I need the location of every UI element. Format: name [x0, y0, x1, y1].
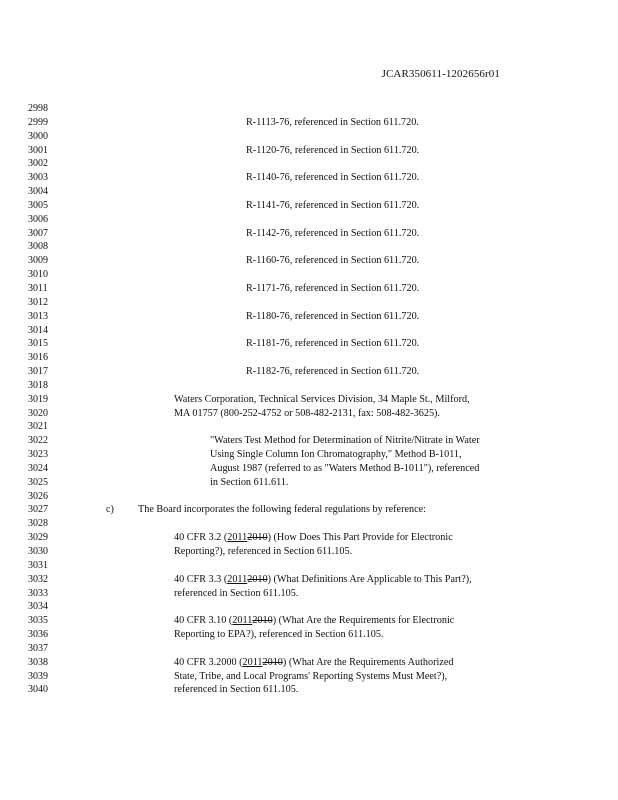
inserted-text: 2011	[232, 615, 253, 627]
cfr-text: 40 CFR 3.2000 (	[174, 656, 243, 668]
line	[0, 365, 618, 379]
cfr-text: ) (How Does This Part Provide for Electronic	[267, 532, 453, 544]
line	[0, 683, 618, 697]
reference-entry: R-1180-76, referenced in Section 611.720.	[246, 310, 420, 322]
line-number: 3015	[28, 338, 48, 350]
line	[0, 448, 618, 462]
line	[0, 240, 618, 254]
cfr-text: ) (What Are the Requirements for Electronic	[272, 615, 455, 627]
line-number: 3007	[28, 227, 48, 239]
line	[0, 337, 618, 351]
line	[0, 573, 618, 587]
cfr-text: ) (What Definitions Are Applicable to This Part?),	[267, 573, 472, 585]
line-number: 3010	[28, 269, 48, 281]
line	[0, 351, 618, 365]
line-number: 3011	[28, 282, 48, 294]
line	[0, 490, 618, 504]
line-number: 3040	[28, 684, 48, 696]
line-number: 3020	[28, 407, 48, 419]
line	[0, 268, 618, 282]
cfr-entry-line	[174, 573, 472, 587]
document-id-header: JCAR350611-1202656r01	[381, 68, 500, 80]
line	[0, 531, 618, 545]
line	[0, 434, 618, 448]
cfr-entry-line	[174, 531, 453, 545]
line-number: 3005	[28, 199, 48, 211]
line-number: 3013	[28, 310, 48, 322]
line-number: 3023	[28, 449, 48, 461]
line	[0, 420, 618, 434]
inserted-text: 2011	[242, 656, 263, 668]
subsection-intro: The Board incorporates the following federal regulations by reference:	[138, 504, 426, 516]
line-number: 2998	[28, 103, 48, 114]
reference-entry: R-1120-76, referenced in Section 611.720.	[246, 144, 420, 156]
reference-entry: R-1171-76, referenced in Section 611.720.	[246, 282, 420, 294]
line	[0, 144, 618, 158]
waters-method-line: August 1987 (referred to as "Waters Method B-1011"), referenced	[210, 462, 480, 474]
line-number: 3014	[28, 324, 48, 336]
line-number: 3035	[28, 615, 48, 627]
cfr-text: 40 CFR 3.10 (	[174, 615, 233, 627]
line	[0, 476, 618, 490]
reference-entry: R-1142-76, referenced in Section 611.720.	[246, 227, 420, 239]
line-number: 3031	[28, 559, 48, 571]
cfr-entry-line	[174, 656, 453, 670]
line-number: 3039	[28, 670, 48, 682]
line	[0, 614, 618, 628]
deleted-text: 2010	[262, 656, 283, 668]
subsection-label: c)	[106, 504, 114, 516]
deleted-text: 2010	[247, 573, 268, 585]
deleted-text: 2010	[252, 615, 273, 627]
line	[0, 407, 618, 421]
line-number: 3030	[28, 546, 48, 557]
waters-method-line: in Section 611.611.	[210, 476, 289, 488]
line	[0, 116, 618, 130]
line	[0, 130, 618, 144]
line	[0, 310, 618, 324]
line	[0, 642, 618, 656]
line	[0, 379, 618, 393]
line-number: 3017	[28, 366, 48, 378]
line-number: 3026	[28, 490, 48, 502]
line	[0, 628, 618, 642]
line-number: 3009	[28, 255, 48, 267]
inserted-text: 2011	[227, 532, 248, 544]
cfr-entry-line: Reporting to EPA?), referenced in Section 611.105.	[174, 629, 384, 641]
line-number: 3037	[28, 642, 48, 654]
deleted-text: 2010	[247, 532, 268, 544]
line-number: 3033	[28, 587, 48, 599]
line	[0, 656, 618, 670]
line	[0, 600, 618, 614]
waters-address-line: MA 01757 (800-252-4752 or 508-482-2131, fax: 508-482-3625).	[174, 407, 440, 419]
line	[0, 559, 618, 573]
cfr-entry-line	[174, 614, 454, 628]
line-number: 3002	[28, 158, 48, 170]
line	[0, 503, 618, 517]
waters-address-line: Waters Corporation, Technical Services Division, 34 Maple St., Milford,	[174, 393, 470, 405]
line-number: 3003	[28, 172, 48, 184]
line	[0, 157, 618, 171]
line	[0, 462, 618, 476]
cfr-entry-line: referenced in Section 611.105.	[174, 587, 299, 599]
line	[0, 199, 618, 213]
document-body	[0, 102, 618, 697]
reference-entry: R-1182-76, referenced in Section 611.720.	[246, 366, 420, 378]
line	[0, 282, 618, 296]
cfr-text: ) (What Are the Requirements Authorized	[282, 656, 454, 668]
reference-entry: R-1140-76, referenced in Section 611.720.	[246, 172, 420, 184]
line	[0, 393, 618, 407]
line	[0, 185, 618, 199]
line-number: 3001	[28, 144, 48, 156]
line	[0, 254, 618, 268]
line-number: 3008	[28, 241, 48, 253]
line-number: 3027	[28, 504, 48, 516]
cfr-entry-line: referenced in Section 611.105.	[174, 684, 299, 696]
line	[0, 517, 618, 531]
line-number: 3019	[28, 393, 48, 405]
line-number: 3025	[28, 476, 48, 488]
reference-entry: R-1181-76, referenced in Section 611.720.	[246, 338, 420, 350]
line-number: 3029	[28, 532, 48, 544]
line-number: 3034	[28, 601, 48, 613]
line	[0, 213, 618, 227]
line-number: 3004	[28, 186, 48, 198]
line-number: 3006	[28, 213, 48, 225]
line-number: 3022	[28, 435, 48, 447]
line-number: 3028	[28, 518, 48, 530]
inserted-text: 2011	[227, 573, 248, 585]
line	[0, 545, 618, 559]
line-number: 3036	[28, 629, 48, 641]
line	[0, 296, 618, 310]
line-number: 3018	[28, 379, 48, 391]
line-number: 3024	[28, 462, 48, 474]
cfr-entry-line: Reporting?), referenced in Section 611.105.	[174, 546, 353, 557]
cfr-text: 40 CFR 3.3 (	[174, 573, 228, 585]
line	[0, 102, 618, 116]
reference-entry: R-1141-76, referenced in Section 611.720.	[246, 199, 420, 211]
waters-method-line: "Waters Test Method for Determination of Nitrite/Nitrate in Water	[210, 435, 480, 447]
reference-entry: R-1113-76, referenced in Section 611.720.	[246, 116, 419, 128]
line	[0, 670, 618, 684]
cfr-text: 40 CFR 3.2 (	[174, 532, 228, 544]
line	[0, 227, 618, 241]
line-number: 3021	[28, 421, 48, 433]
reference-entry: R-1160-76, referenced in Section 611.720.	[246, 255, 420, 267]
line	[0, 587, 618, 601]
line-number: 3016	[28, 352, 48, 364]
line	[0, 171, 618, 185]
line-number: 2999	[28, 116, 48, 128]
line-number: 3000	[28, 130, 48, 142]
line-number: 3012	[28, 296, 48, 308]
line-number: 3032	[28, 573, 48, 585]
line	[0, 324, 618, 338]
waters-method-line: Using Single Column Ion Chromatography," Method B-1011,	[210, 449, 462, 461]
cfr-entry-line: State, Tribe, and Local Programs' Reporting Systems Must Meet?),	[174, 670, 448, 682]
line-number: 3038	[28, 656, 48, 668]
